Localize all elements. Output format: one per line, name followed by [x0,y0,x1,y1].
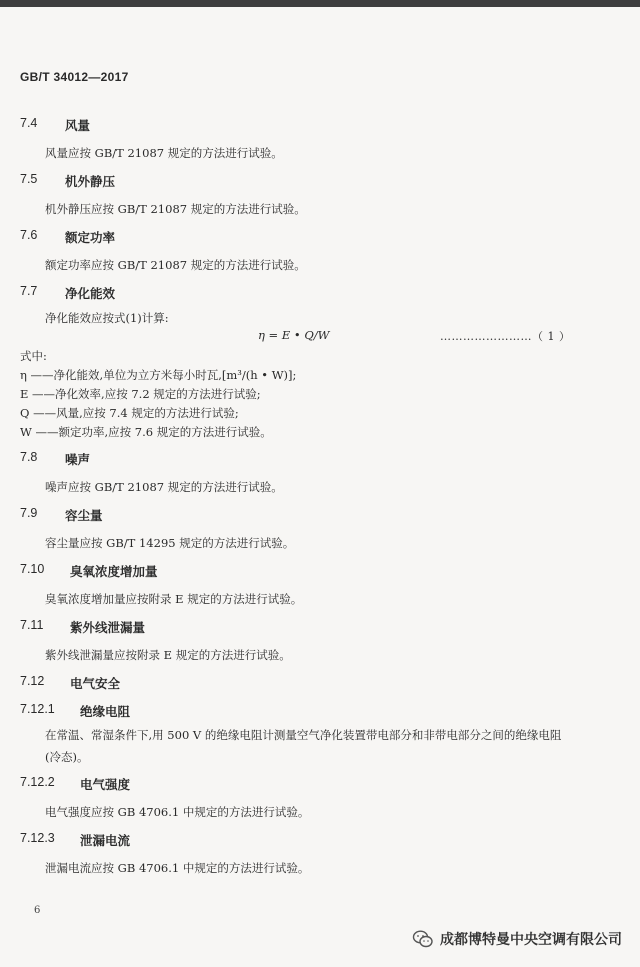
variable-definition: Q ——风量,应按 7.4 规定的方法进行试验; [20,406,239,420]
section-heading: 净化能效 [65,286,116,301]
section-heading: 泄漏电流 [80,833,131,848]
section-body: 泄漏电流应按 GB 4706.1 中规定的方法进行试验。 [45,861,310,875]
section-number: 7.12.2 [20,775,55,789]
section-number: 7.12 [20,674,45,688]
where-label: 式中: [20,349,47,363]
section-number: 7.4 [20,116,38,130]
section-number: 7.10 [20,562,45,576]
section-body: 容尘量应按 GB/T 14295 规定的方法进行试验。 [45,536,295,550]
section-heading: 紫外线泄漏量 [70,620,146,635]
section-body: 净化能效应按式(1)计算: [45,311,169,325]
section-number: 7.12.1 [20,702,55,716]
section-body: 臭氧浓度增加量应按附录 E 规定的方法进行试验。 [45,592,303,606]
section-heading: 噪声 [65,452,91,467]
section-number: 7.11 [20,618,44,632]
equation-number: ……………………（ 1 ） [440,330,571,343]
section-number: 7.8 [20,450,38,464]
top-border [0,0,640,7]
variable-definition: W ——额定功率,应按 7.6 规定的方法进行试验。 [20,425,272,439]
section-heading: 容尘量 [65,508,103,523]
section-number: 7.12.3 [20,831,55,845]
section-body: 风量应按 GB/T 21087 规定的方法进行试验。 [45,146,283,160]
page-number: 6 [34,905,41,916]
variable-definition: η ——净化能效,单位为立方米每小时瓦,[m³/(h • W)]; [20,368,297,382]
watermark-text: 成都博特曼中央空调有限公司 [440,932,622,948]
section-heading: 风量 [65,118,91,133]
section-number: 7.9 [20,506,38,520]
section-heading: 额定功率 [65,230,116,245]
formula: η = E • Q/W [258,328,330,342]
section-body: 机外静压应按 GB/T 21087 规定的方法进行试验。 [45,202,306,216]
section-number: 7.7 [20,284,38,298]
wechat-icon [412,928,434,950]
section-body: 噪声应按 GB/T 21087 规定的方法进行试验。 [45,480,283,494]
section-heading: 电气安全 [70,676,121,691]
variable-definition: E ——净化效率,应按 7.2 规定的方法进行试验; [20,387,261,401]
section-heading: 臭氧浓度增加量 [70,564,158,579]
section-body: 电气强度应按 GB 4706.1 中规定的方法进行试验。 [45,805,310,819]
section-heading: 电气强度 [80,777,131,792]
section-heading: 绝缘电阻 [80,704,131,719]
section-body: 在常温、常湿条件下,用 500 V 的绝缘电阻计测量空气净化装置带电部分和非带电部分之间的绝缘电阻(冷态)。 [45,728,562,764]
section-body: 紫外线泄漏量应按附录 E 规定的方法进行试验。 [45,648,291,662]
section-number: 7.5 [20,172,38,186]
section-heading: 机外静压 [65,174,116,189]
section-number: 7.6 [20,228,38,242]
standard-code: GB/T 34012—2017 [20,70,129,84]
watermark [412,928,622,950]
section-body: 额定功率应按 GB/T 21087 规定的方法进行试验。 [45,258,306,272]
